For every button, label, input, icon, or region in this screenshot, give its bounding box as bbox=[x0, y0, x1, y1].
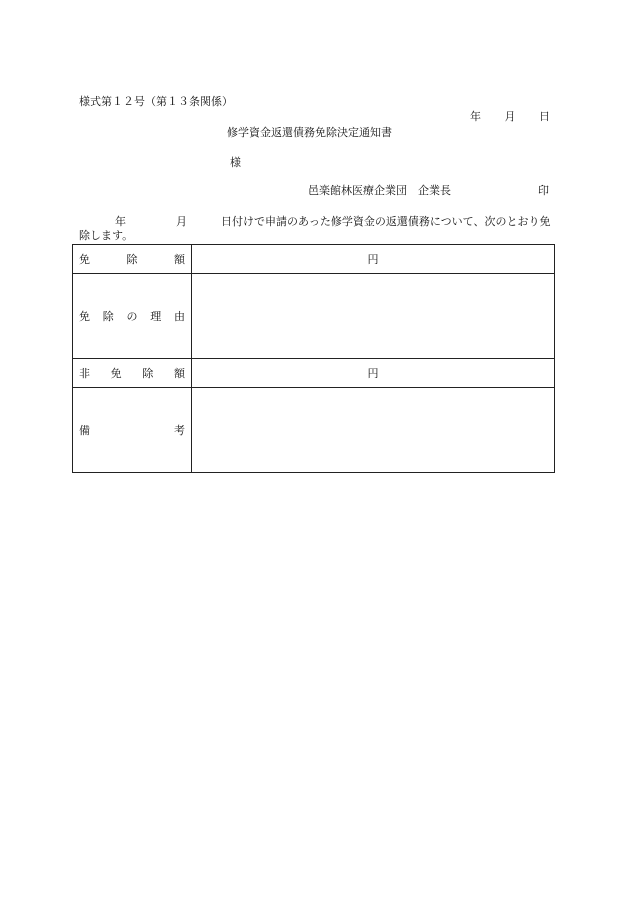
date-month-label: 月 bbox=[504, 110, 516, 123]
label-char: の bbox=[126, 310, 138, 323]
row-label-remarks bbox=[73, 388, 192, 473]
table-row bbox=[73, 359, 555, 388]
label-char: 理 bbox=[150, 310, 162, 323]
table-row bbox=[73, 274, 555, 359]
date-day-label: 日 bbox=[539, 110, 550, 123]
date-line bbox=[470, 110, 550, 123]
label-char: 免 bbox=[79, 253, 90, 266]
issuer-name: 邑楽館林医療企業団 企業長 bbox=[308, 184, 451, 197]
label-char: 非 bbox=[79, 367, 90, 380]
label-char: 考 bbox=[174, 424, 185, 437]
seal-mark: 印 bbox=[538, 184, 549, 197]
date-year-label: 年 bbox=[470, 110, 481, 123]
label-char: 備 bbox=[79, 424, 90, 437]
body-month-label: 月 bbox=[176, 215, 187, 228]
label-char: 額 bbox=[173, 367, 185, 380]
non-exemption-amount-field: 円 bbox=[192, 359, 555, 388]
body-paragraph bbox=[79, 215, 555, 244]
document-title: 修学資金返還債務免除決定通知書 bbox=[227, 126, 392, 139]
label-char: 除 bbox=[126, 253, 138, 266]
form-table bbox=[72, 244, 555, 473]
exemption-reason-field bbox=[192, 274, 555, 359]
form-number: 様式第１２号（第１３条関係） bbox=[79, 95, 233, 108]
table-row bbox=[73, 245, 555, 274]
label-char: 由 bbox=[174, 310, 185, 323]
remarks-field bbox=[192, 388, 555, 473]
body-year-label: 年 bbox=[115, 215, 126, 228]
exemption-amount-field: 円 bbox=[192, 245, 555, 274]
row-label-exemption-reason bbox=[73, 274, 192, 359]
row-label-exemption-amount bbox=[73, 245, 192, 274]
addressee-suffix: 様 bbox=[230, 156, 241, 169]
table-row bbox=[73, 388, 555, 473]
label-char: 除 bbox=[142, 367, 154, 380]
label-char: 額 bbox=[174, 253, 185, 266]
row-label-non-exemption-amount bbox=[73, 359, 192, 388]
label-char: 除 bbox=[102, 310, 114, 323]
body-text: 日付けで申請のあった修学資金の返還債務について、次のとおり免除します。 bbox=[79, 215, 551, 243]
label-char: 免 bbox=[110, 367, 122, 380]
label-char: 免 bbox=[79, 310, 90, 323]
